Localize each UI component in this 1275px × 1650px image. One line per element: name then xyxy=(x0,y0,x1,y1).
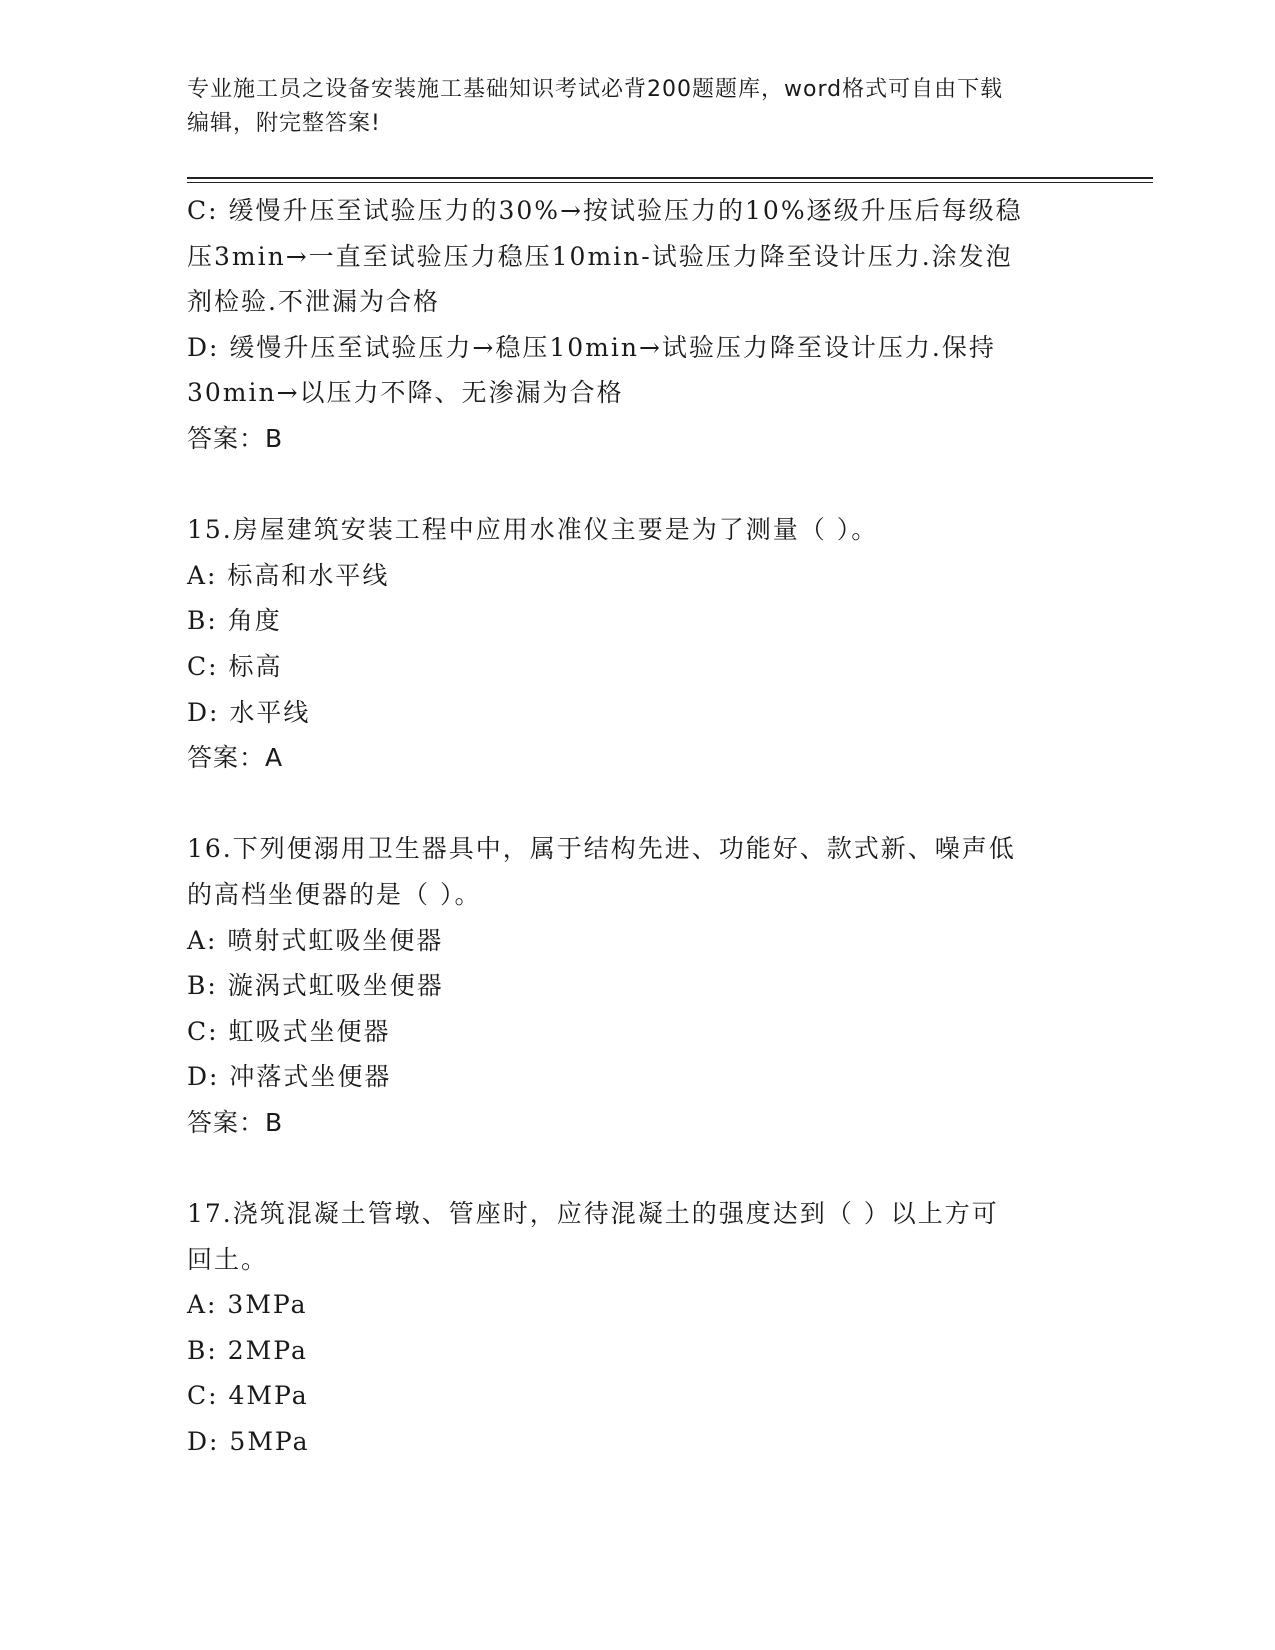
option-c: C: 虹吸式坐便器 xyxy=(187,1016,391,1046)
option-d-line-1: D: 缓慢升压至试验压力→稳压10min→试验压力降至设计压力.保持 xyxy=(187,332,996,362)
option-d: D: 水平线 xyxy=(187,697,311,727)
document-header xyxy=(187,73,1087,141)
option-a: A: 标高和水平线 xyxy=(187,560,390,590)
option-d: D: 冲落式坐便器 xyxy=(187,1062,392,1092)
option-c-line-1: C: 缓慢升压至试验压力的30%→按试验压力的10%逐级升压后每级稳 xyxy=(187,196,1023,225)
question-text-line-1: 17.浇筑混凝土管墩、管座时，应待混凝土的强度达到（ ）以上方可 xyxy=(187,1199,999,1229)
option-d-line-2: 30min→以压力不降、无渗漏为合格 xyxy=(187,378,624,408)
question-text: 15.房屋建筑安装工程中应用水准仪主要是为了测量（ ）。 xyxy=(187,515,879,545)
answer-label: 答案：A xyxy=(187,743,284,773)
option-b: B: 2MPa xyxy=(187,1335,308,1365)
question-16 xyxy=(187,826,1087,1145)
header-title-line-2: 编辑，附完整答案! xyxy=(187,111,381,136)
option-a: A: 3MPa xyxy=(187,1290,308,1320)
question-text-line-2: 的高档坐便器的是（ ）。 xyxy=(187,879,482,909)
question-text-line-1: 16.下列便溺用卫生器具中，属于结构先进、功能好、款式新、噪声低 xyxy=(187,834,1016,864)
question-list xyxy=(187,188,1087,1465)
option-a: A: 喷射式虹吸坐便器 xyxy=(187,925,444,955)
option-c: C: 标高 xyxy=(187,651,283,681)
question-text-line-2: 回土。 xyxy=(187,1244,269,1274)
question-14-tail xyxy=(187,188,1087,462)
question-15 xyxy=(187,507,1087,781)
question-17 xyxy=(187,1191,1087,1465)
option-c-line-3: 剂检验.不泄漏为合格 xyxy=(187,287,440,317)
answer-label: 答案：B xyxy=(187,423,284,453)
option-b: B: 角度 xyxy=(187,606,282,636)
spacer xyxy=(187,462,1087,508)
option-c: C: 4MPa xyxy=(187,1381,309,1411)
spacer xyxy=(187,1145,1087,1191)
option-c-line-2: 压3min→一直至试验压力稳压10min-试验压力降至设计压力.涂发泡 xyxy=(187,241,1013,271)
header-divider-thick xyxy=(187,177,1153,179)
spacer xyxy=(187,781,1087,827)
header-title-line-1: 专业施工员之设备安装施工基础知识考试必背200题题库，word格式可自由下载 xyxy=(187,77,1004,102)
answer-label: 答案：B xyxy=(187,1107,284,1137)
option-b: B: 漩涡式虹吸坐便器 xyxy=(187,971,444,1001)
option-d: D: 5MPa xyxy=(187,1427,310,1457)
header-divider-thin xyxy=(187,182,1153,183)
